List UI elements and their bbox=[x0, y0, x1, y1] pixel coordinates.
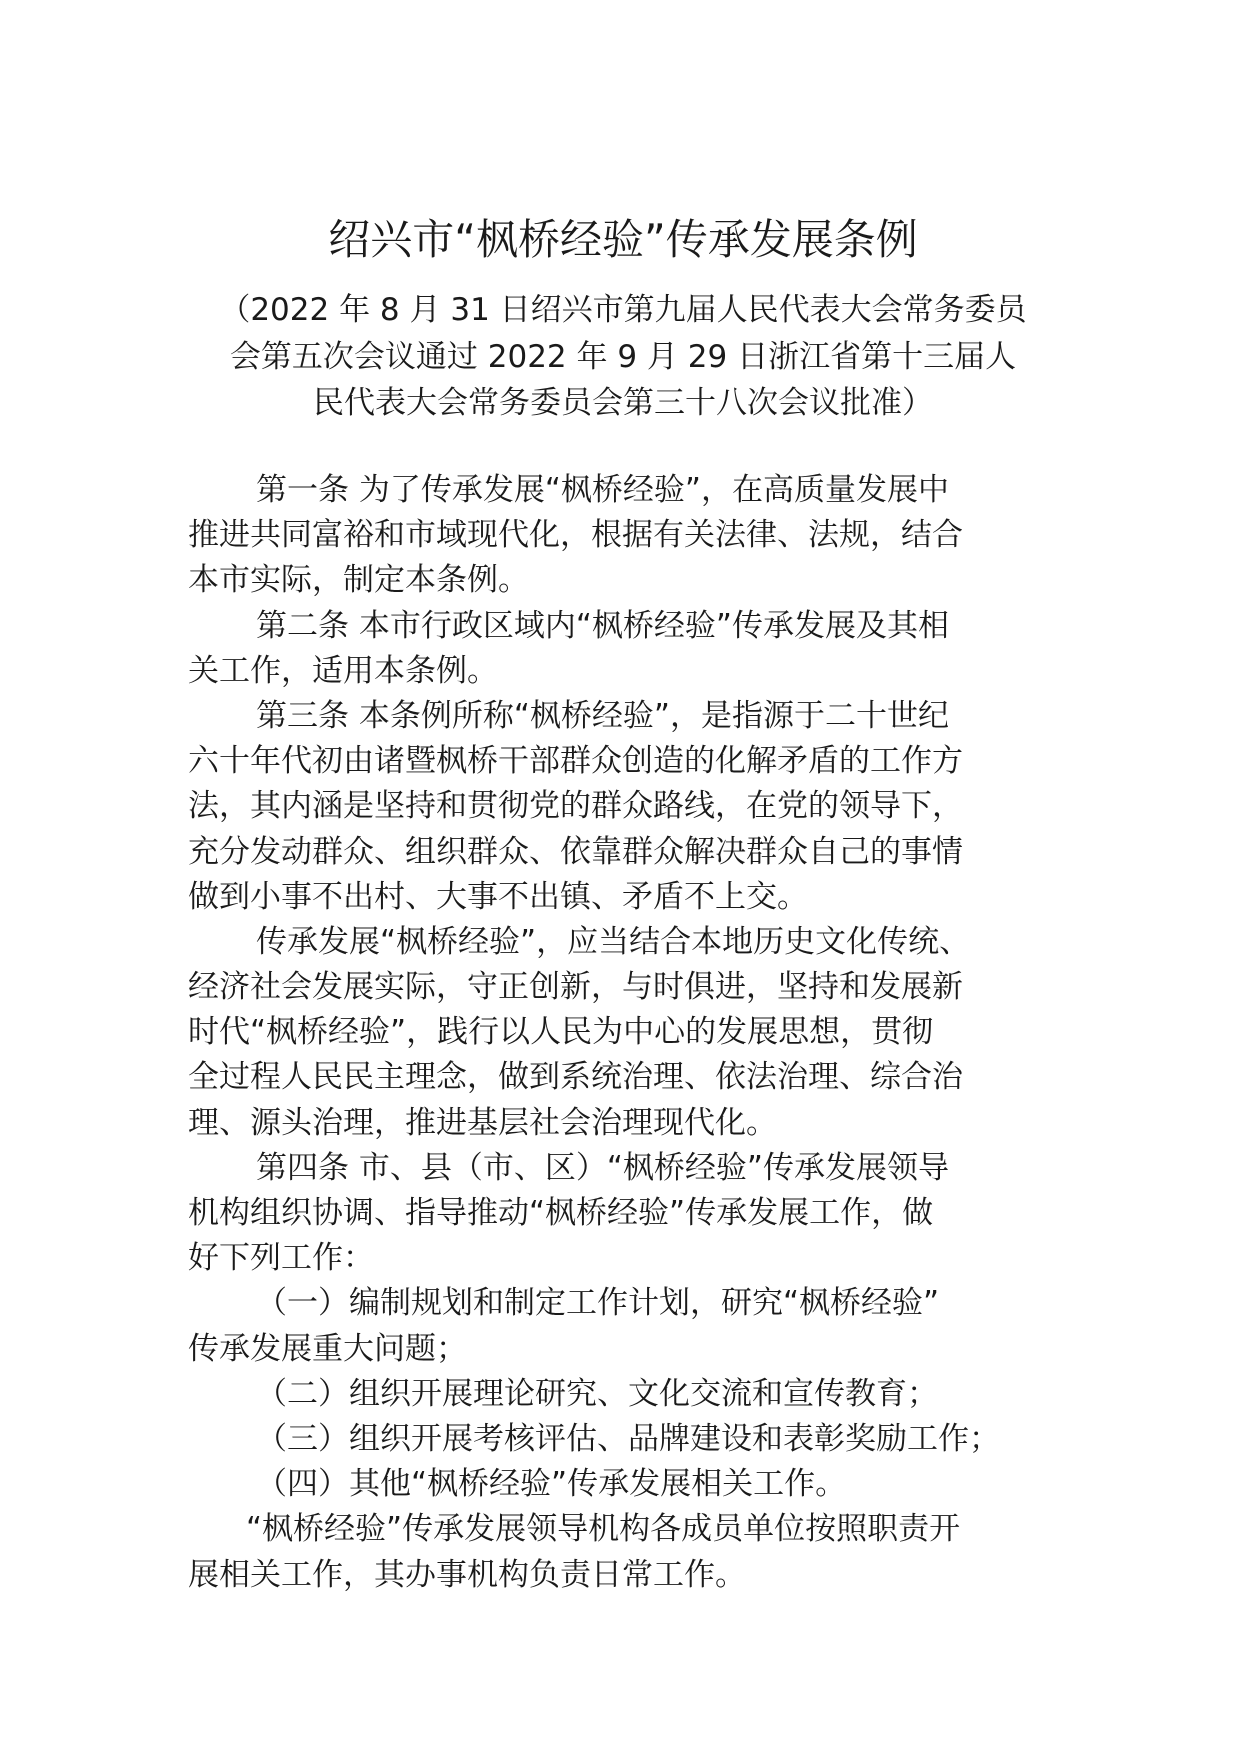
subtitle-line-2: 会第五次会议通过 2022 年 9 月 29 日浙江省第十三届人 bbox=[229, 339, 1017, 375]
article-2-line-2: 关工作，适用本条例。 bbox=[188, 652, 498, 689]
article-4-item-1-line-2: 传承发展重大问题； bbox=[188, 1330, 467, 1367]
document-title: 绍兴市“枫桥经验”传承发展条例 bbox=[328, 215, 918, 264]
subtitle-line-3: 民代表大会常务委员会第三十八次会议批准） bbox=[313, 385, 933, 421]
article-4-line-2: 机构组织协调、指导推动“枫桥经验”传承发展工作，做 bbox=[188, 1195, 934, 1231]
article-3-line-3: 法，其内涵是坚持和贯彻党的群众路线，在党的领导下， bbox=[188, 788, 963, 825]
article-3-para-2-line-5: 理、源头治理，推进基层社会治理现代化。 bbox=[188, 1104, 777, 1141]
article-4-para-2-line-1: “枫桥经验”传承发展领导机构各成员单位按照职责开 bbox=[246, 1511, 961, 1548]
article-4-item-1-line-1: （一）编制规划和制定工作计划，研究“枫桥经验” bbox=[256, 1285, 940, 1322]
article-3-line-2: 六十年代初由诸暨枫桥干部群众创造的化解矛盾的工作方 bbox=[188, 743, 963, 780]
article-1-line-3: 本市实际，制定本条例。 bbox=[188, 562, 529, 599]
article-3-line-1: 第三条 本条例所称“枫桥经验”，是指源于二十世纪 bbox=[256, 697, 949, 734]
article-4-item-4: （四）其他“枫桥经验”传承发展相关工作。 bbox=[256, 1466, 847, 1503]
article-3-line-4: 充分发动群众、组织群众、依靠群众解决群众自己的事情 bbox=[188, 833, 963, 870]
article-3-para-2-line-2: 经济社会发展实际，守正创新，与时俱进，坚持和发展新 bbox=[188, 969, 963, 1006]
article-4-line-3: 好下列工作： bbox=[188, 1240, 374, 1277]
article-1-line-1: 第一条 为了传承发展“枫桥经验”，在高质量发展中 bbox=[256, 472, 949, 508]
article-3-para-2-line-4: 全过程人民民主理念，做到系统治理、依法治理、综合治 bbox=[188, 1059, 963, 1096]
article-3-line-5: 做到小事不出村、大事不出镇、矛盾不上交。 bbox=[188, 878, 808, 915]
article-1-line-2: 推进共同富裕和市域现代化，根据有关法律、法规，结合 bbox=[188, 517, 963, 554]
article-4-para-2-line-2: 展相关工作，其办事机构负责日常工作。 bbox=[188, 1556, 746, 1593]
subtitle-line-1: （2022 年 8 月 31 日绍兴市第九届人民代表大会常务委员 bbox=[219, 292, 1027, 328]
article-2-line-1: 第二条 本市行政区域内“枫桥经验”传承发展及其相 bbox=[256, 607, 949, 644]
article-4-item-2: （二）组织开展理论研究、文化交流和宣传教育； bbox=[256, 1375, 938, 1412]
article-3-para-2-line-1: 传承发展“枫桥经验”，应当结合本地历史文化传统、 bbox=[256, 923, 971, 960]
article-4-line-1: 第四条 市、县（市、区）“枫桥经验”传承发展领导 bbox=[256, 1149, 949, 1186]
document-body bbox=[188, 468, 1058, 1598]
article-4-item-3: （三）组织开展考核评估、品牌建设和表彰奖励工作； bbox=[256, 1420, 1000, 1457]
article-3-para-2-line-3: 时代“枫桥经验”，践行以人民为中心的发展思想，贯彻 bbox=[188, 1014, 934, 1051]
